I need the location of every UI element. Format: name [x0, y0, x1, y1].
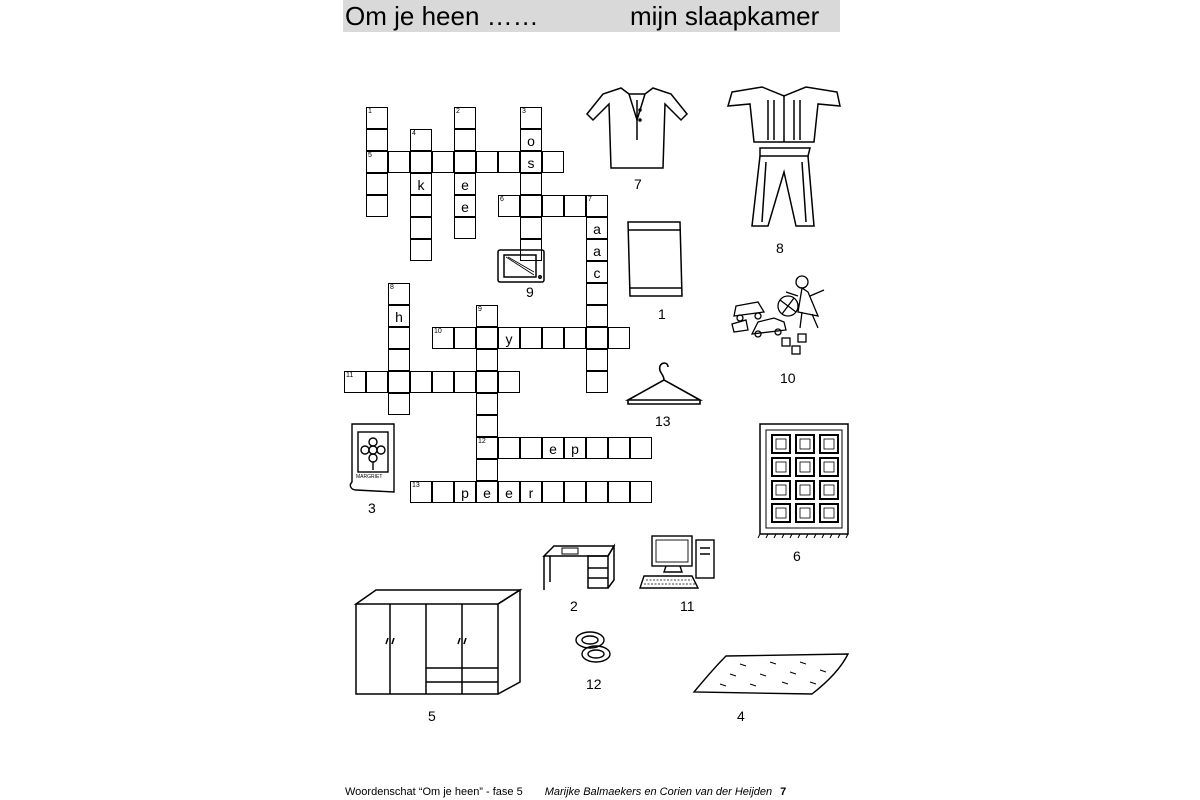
crossword-cell[interactable]: [410, 481, 432, 503]
crossword-cell[interactable]: [388, 349, 410, 371]
page-number: 7: [780, 786, 787, 798]
picture-number-7: 7: [634, 176, 642, 192]
crossword-cell[interactable]: [454, 151, 476, 173]
crossword-cell[interactable]: [608, 481, 630, 503]
crossword-cell[interactable]: [564, 327, 586, 349]
crossword-cell[interactable]: [410, 129, 432, 151]
clue-number: 12: [478, 438, 486, 445]
clue-number: 6: [500, 196, 504, 203]
crossword-cell[interactable]: [476, 437, 498, 459]
picture-number-8: 8: [776, 240, 784, 256]
crossword-cell[interactable]: [586, 437, 608, 459]
footer-authors: Marijke Balmaekers en Corien van der Heijden: [544, 786, 773, 798]
crossword-cell[interactable]: [498, 437, 520, 459]
cell-letter: y: [505, 331, 513, 347]
crossword-cell[interactable]: [366, 107, 388, 129]
crossword-cell[interactable]: [476, 327, 498, 349]
crossword-cell[interactable]: [476, 459, 498, 481]
crossword-cell[interactable]: [586, 217, 608, 239]
clue-number: 3: [522, 108, 526, 115]
crossword-cell[interactable]: [454, 173, 476, 195]
crossword-cell[interactable]: [388, 371, 410, 393]
picture-number-1: 1: [658, 306, 666, 322]
crossword-cell[interactable]: [388, 327, 410, 349]
crossword-cell[interactable]: [520, 217, 542, 239]
crossword-cell[interactable]: [366, 173, 388, 195]
crossword-cell[interactable]: [410, 371, 432, 393]
crossword-cell[interactable]: [388, 393, 410, 415]
crossword-cell[interactable]: [542, 327, 564, 349]
crossword-cell[interactable]: [586, 239, 608, 261]
crossword-cell[interactable]: [586, 305, 608, 327]
crossword-cell[interactable]: [608, 327, 630, 349]
cell-letter: e: [461, 177, 469, 193]
crossword-cell[interactable]: [586, 371, 608, 393]
cell-letter: h: [395, 309, 403, 325]
crossword-cell[interactable]: [476, 151, 498, 173]
crossword-cell[interactable]: [586, 195, 608, 217]
clue-number: 9: [478, 306, 482, 313]
tv-picture: [496, 248, 548, 286]
toys-picture: [728, 262, 853, 362]
cell-letter: e: [483, 485, 491, 501]
crossword-cell[interactable]: [454, 195, 476, 217]
crossword-cell[interactable]: [498, 371, 520, 393]
crossword-cell[interactable]: [454, 371, 476, 393]
crossword-cell[interactable]: [564, 195, 586, 217]
nightshirt-picture: [583, 80, 693, 175]
cell-letter: c: [593, 265, 601, 281]
crossword-cell[interactable]: [388, 305, 410, 327]
crossword-cell[interactable]: [498, 327, 520, 349]
clue-number: 8: [390, 284, 394, 291]
crossword-cell[interactable]: [498, 195, 520, 217]
crossword-cell[interactable]: [520, 327, 542, 349]
crossword-cell[interactable]: [476, 393, 498, 415]
crossword-cell[interactable]: [388, 283, 410, 305]
cell-letter: s: [527, 155, 535, 171]
picture-number-10: 10: [780, 370, 796, 386]
wardrobe-picture: [352, 586, 524, 698]
crossword-cell[interactable]: [498, 481, 520, 503]
crossword-cell[interactable]: [454, 107, 476, 129]
crossword-cell[interactable]: [520, 107, 542, 129]
clue-number: 1: [368, 108, 372, 115]
hanger-picture: [624, 360, 704, 410]
title-left: Om je heen ……: [345, 1, 539, 31]
towel-picture: [622, 218, 687, 300]
cell-letter: o: [527, 133, 535, 149]
cell-letter: r: [528, 485, 534, 501]
picture-number-2: 2: [570, 598, 578, 614]
crossword-cell[interactable]: [432, 151, 454, 173]
clue-number: 2: [456, 108, 460, 115]
crossword-cell[interactable]: [410, 151, 432, 173]
crossword-cell[interactable]: [366, 195, 388, 217]
cell-letter: a: [593, 243, 601, 259]
computer-picture: [638, 532, 728, 594]
crossword-cell[interactable]: [586, 283, 608, 305]
crossword-cell[interactable]: [410, 217, 432, 239]
crossword-cell[interactable]: [542, 151, 564, 173]
cell-letter: k: [417, 177, 425, 193]
crossword-cell[interactable]: [476, 371, 498, 393]
crossword-cell[interactable]: [454, 129, 476, 151]
clue-number: 11: [346, 372, 354, 379]
crossword-cell[interactable]: [586, 327, 608, 349]
duvet-picture: [690, 650, 852, 700]
crossword-cell[interactable]: [432, 327, 454, 349]
crossword-cell[interactable]: [586, 261, 608, 283]
crossword-cell[interactable]: [520, 129, 542, 151]
crossword-cell[interactable]: [476, 349, 498, 371]
title-right: mijn slaapkamer: [630, 1, 820, 31]
crossword-cell[interactable]: [454, 481, 476, 503]
crossword-cell[interactable]: [608, 437, 630, 459]
picture-number-12: 12: [586, 676, 602, 692]
crossword-cell[interactable]: [410, 173, 432, 195]
crossword-cell[interactable]: [586, 349, 608, 371]
cell-letter: a: [593, 221, 601, 237]
footer-title: Woordenschat “Om je heen” - fase 5: [345, 786, 523, 798]
crossword-cell[interactable]: [520, 173, 542, 195]
cell-letter: e: [505, 485, 513, 501]
crossword-cell[interactable]: [366, 151, 388, 173]
magazine-picture: [344, 420, 400, 496]
crossword-cell[interactable]: [476, 305, 498, 327]
cell-letter: p: [571, 441, 579, 457]
magazine-label: MARGRIET: [356, 474, 383, 480]
cell-letter: e: [549, 441, 557, 457]
crossword-cell[interactable]: [520, 195, 542, 217]
picture-number-6: 6: [793, 548, 801, 564]
clue-number: 5: [368, 152, 372, 159]
crossword-cell[interactable]: [476, 481, 498, 503]
crossword-cell[interactable]: [564, 481, 586, 503]
crossword-cell[interactable]: [542, 437, 564, 459]
picture-number-11: 11: [680, 598, 695, 614]
crossword-cell[interactable]: [630, 481, 652, 503]
picture-number-13: 13: [655, 413, 671, 429]
crossword-cell[interactable]: [520, 151, 542, 173]
blanket-picture: [754, 420, 854, 540]
picture-number-5: 5: [428, 708, 436, 724]
crossword-cell[interactable]: [586, 481, 608, 503]
cell-letter: e: [461, 199, 469, 215]
crossword-cell[interactable]: [366, 129, 388, 151]
slippers-picture: [570, 626, 620, 666]
clue-number: 13: [412, 482, 420, 489]
footer: [345, 786, 786, 799]
picture-number-3: 3: [368, 500, 376, 516]
clue-number: 4: [412, 130, 416, 137]
crossword-cell[interactable]: [630, 437, 652, 459]
desk-picture: [538, 540, 618, 596]
crossword-cell[interactable]: [542, 481, 564, 503]
crossword-cell[interactable]: [564, 437, 586, 459]
clue-number: 7: [588, 196, 592, 203]
crossword-cell[interactable]: [388, 151, 410, 173]
picture-number-9: 9: [526, 284, 534, 300]
crossword-cell[interactable]: [410, 195, 432, 217]
clue-number: 10: [434, 328, 442, 335]
crossword-cell[interactable]: [344, 371, 366, 393]
crossword-cell[interactable]: [542, 195, 564, 217]
crossword-cell[interactable]: [520, 481, 542, 503]
crossword-cell[interactable]: [520, 437, 542, 459]
crossword-cell[interactable]: [432, 371, 454, 393]
pajamas-picture: [722, 82, 847, 232]
picture-number-4: 4: [737, 708, 745, 724]
crossword-cell[interactable]: [366, 371, 388, 393]
crossword-cell[interactable]: [454, 217, 476, 239]
cell-letter: p: [461, 485, 469, 501]
crossword-cell[interactable]: [476, 415, 498, 437]
crossword-cell[interactable]: [454, 327, 476, 349]
crossword-cell[interactable]: [432, 481, 454, 503]
crossword-cell[interactable]: [498, 151, 520, 173]
crossword-cell[interactable]: [410, 239, 432, 261]
